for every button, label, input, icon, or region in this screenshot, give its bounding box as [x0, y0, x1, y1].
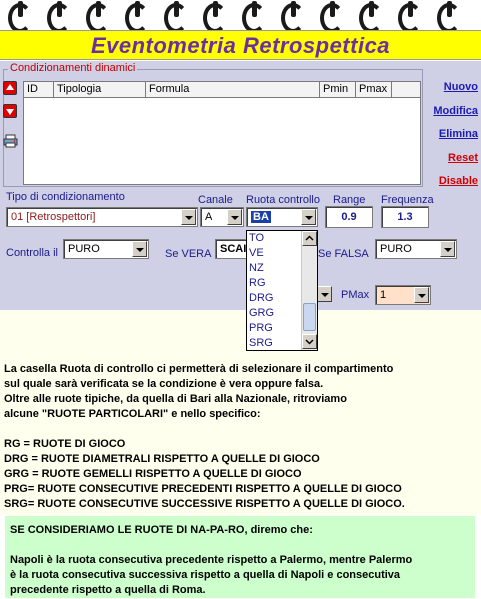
info-line: La casella Ruota di controllo ci permetterà di selezionare il compartimento [4, 363, 394, 375]
info-line: DRG = RUOTE DIAMETRALI RISPETTO A QUELLE DI GIOCO [4, 453, 320, 465]
column-header[interactable]: Pmax [356, 82, 392, 97]
note-line: Napoli è la ruota consecutiva precedente rispetto a Palermo, mentre Palermo [10, 554, 413, 566]
note-line: SE CONSIDERIAMO LE RUOTE DI NA-PA-RO, diremo che: [10, 524, 313, 536]
note-line: precedente rispetto a quella di Roma. [10, 584, 206, 596]
elimina-link[interactable]: Elimina [438, 128, 478, 140]
binding-ring [164, 1, 186, 28]
se-falsa-label: Se FALSA [318, 248, 369, 260]
dropdown-option[interactable]: DRG [249, 292, 274, 304]
canale-select[interactable] [200, 207, 244, 227]
dropdown-scrollbar[interactable] [301, 231, 317, 350]
canale-label: Canale [198, 194, 233, 206]
ruota-value: BA [253, 211, 269, 223]
column-header[interactable]: ID [24, 82, 54, 97]
binding-ring [47, 1, 69, 28]
scrollbar-thumb[interactable] [303, 303, 316, 331]
chevron-down-icon[interactable] [181, 209, 196, 225]
se-vera-label: Se VERA [165, 248, 212, 260]
move-down-icon[interactable] [3, 104, 17, 118]
controlla-value: PURO [68, 243, 100, 255]
binding-ring [359, 1, 381, 28]
info-line: Oltre alle ruote tipiche, da quella di Bari alla Nazionale, ritroviamo [4, 393, 347, 405]
pmax-select[interactable] [375, 285, 431, 305]
tipo-select[interactable] [6, 207, 198, 227]
se-vera-value: SCAI [220, 243, 247, 255]
printer-icon[interactable] [3, 134, 18, 148]
column-header[interactable]: Tipologia [54, 82, 146, 97]
table-header [24, 82, 420, 98]
info-line: alcune "RUOTE PARTICOLARI" e nello specifico: [4, 408, 261, 420]
ruota-select[interactable] [246, 207, 318, 227]
column-header[interactable]: Formula [146, 82, 320, 97]
controlla-label: Controlla il [6, 247, 58, 259]
scroll-up-icon[interactable] [302, 231, 317, 246]
controlla-select[interactable] [63, 239, 149, 259]
frequenza-field[interactable]: 1.3 [381, 206, 429, 228]
hidden-select[interactable] [318, 285, 332, 305]
info-panel [0, 310, 481, 515]
binding-ring [320, 1, 342, 28]
canale-value: A [205, 211, 213, 223]
range-field[interactable]: 0.9 [325, 206, 373, 228]
chevron-down-icon[interactable] [414, 287, 429, 303]
se-falsa-value: PURO [380, 243, 412, 255]
chevron-down-icon[interactable] [440, 241, 455, 257]
binding-ring [203, 1, 225, 28]
dropdown-option[interactable]: VE [249, 247, 264, 259]
chevron-down-icon[interactable] [132, 241, 147, 257]
chevron-down-icon[interactable] [227, 209, 242, 225]
page-title: Eventometria Retrospettica [90, 33, 391, 58]
binding-ring [125, 1, 147, 28]
frequenza-label: Frequenza [381, 194, 434, 206]
binding-ring [242, 1, 264, 28]
se-falsa-select[interactable] [375, 239, 457, 259]
binding-ring [86, 1, 108, 28]
pmax-label: PMax [341, 289, 370, 301]
groupbox-legend: Condizionamenti dinamici [10, 62, 136, 74]
dropdown-option[interactable]: PRG [249, 322, 273, 334]
tipo-label: Tipo di condizionamento [6, 191, 125, 203]
binding-ring [437, 1, 459, 28]
range-label: Range [333, 194, 366, 206]
move-up-icon[interactable] [3, 81, 17, 95]
ruota-label: Ruota controllo [246, 194, 320, 206]
ruota-dropdown-list[interactable] [246, 230, 318, 351]
conditions-table[interactable] [23, 81, 421, 185]
dropdown-option[interactable]: SRG [249, 337, 273, 349]
scroll-down-icon[interactable] [302, 334, 317, 349]
binding-ring [281, 1, 303, 28]
info-line: SRG= RUOTE CONSECUTIVE SUCCESSIVE RISPETTO A QUELLE DI GIOCO. [4, 498, 405, 510]
nuovo-link[interactable]: Nuovo [443, 81, 478, 93]
chevron-down-icon[interactable] [301, 209, 316, 225]
modifica-link[interactable]: Modifica [433, 105, 478, 117]
note-line: è la ruota consecutiva successiva rispetto a quella di Napoli e consecutiva [10, 569, 401, 581]
binding-ring [8, 1, 30, 28]
note-panel [5, 516, 475, 598]
title-bar [0, 30, 481, 60]
tipo-value: 01 [Retrospettori] [11, 211, 96, 223]
dropdown-option[interactable]: GRG [249, 307, 275, 319]
pmax-value: 1 [380, 289, 387, 301]
reset-link[interactable]: Reset [448, 152, 478, 164]
chevron-down-icon[interactable] [317, 286, 332, 302]
spiral-binding [0, 0, 481, 30]
info-line: GRG = RUOTE GEMELLI RISPETTO A QUELLE DI GIOCO [4, 468, 302, 480]
info-line: PRG= RUOTE CONSECUTIVE PRECEDENTI RISPETTO A QUELLE DI GIOCO [4, 483, 402, 495]
info-line: RG = RUOTE DI GIOCO [4, 438, 126, 450]
dropdown-option[interactable]: NZ [249, 262, 264, 274]
column-header[interactable]: Pmin [320, 82, 356, 97]
binding-ring [398, 1, 420, 28]
dropdown-option[interactable]: TO [249, 232, 265, 244]
disable-link[interactable]: Disable [438, 175, 478, 187]
dialog-panel [0, 61, 481, 310]
info-line: sul quale sarà verificata se la condizione è vera oppure falsa. [4, 378, 324, 390]
dropdown-option[interactable]: RG [249, 277, 266, 289]
